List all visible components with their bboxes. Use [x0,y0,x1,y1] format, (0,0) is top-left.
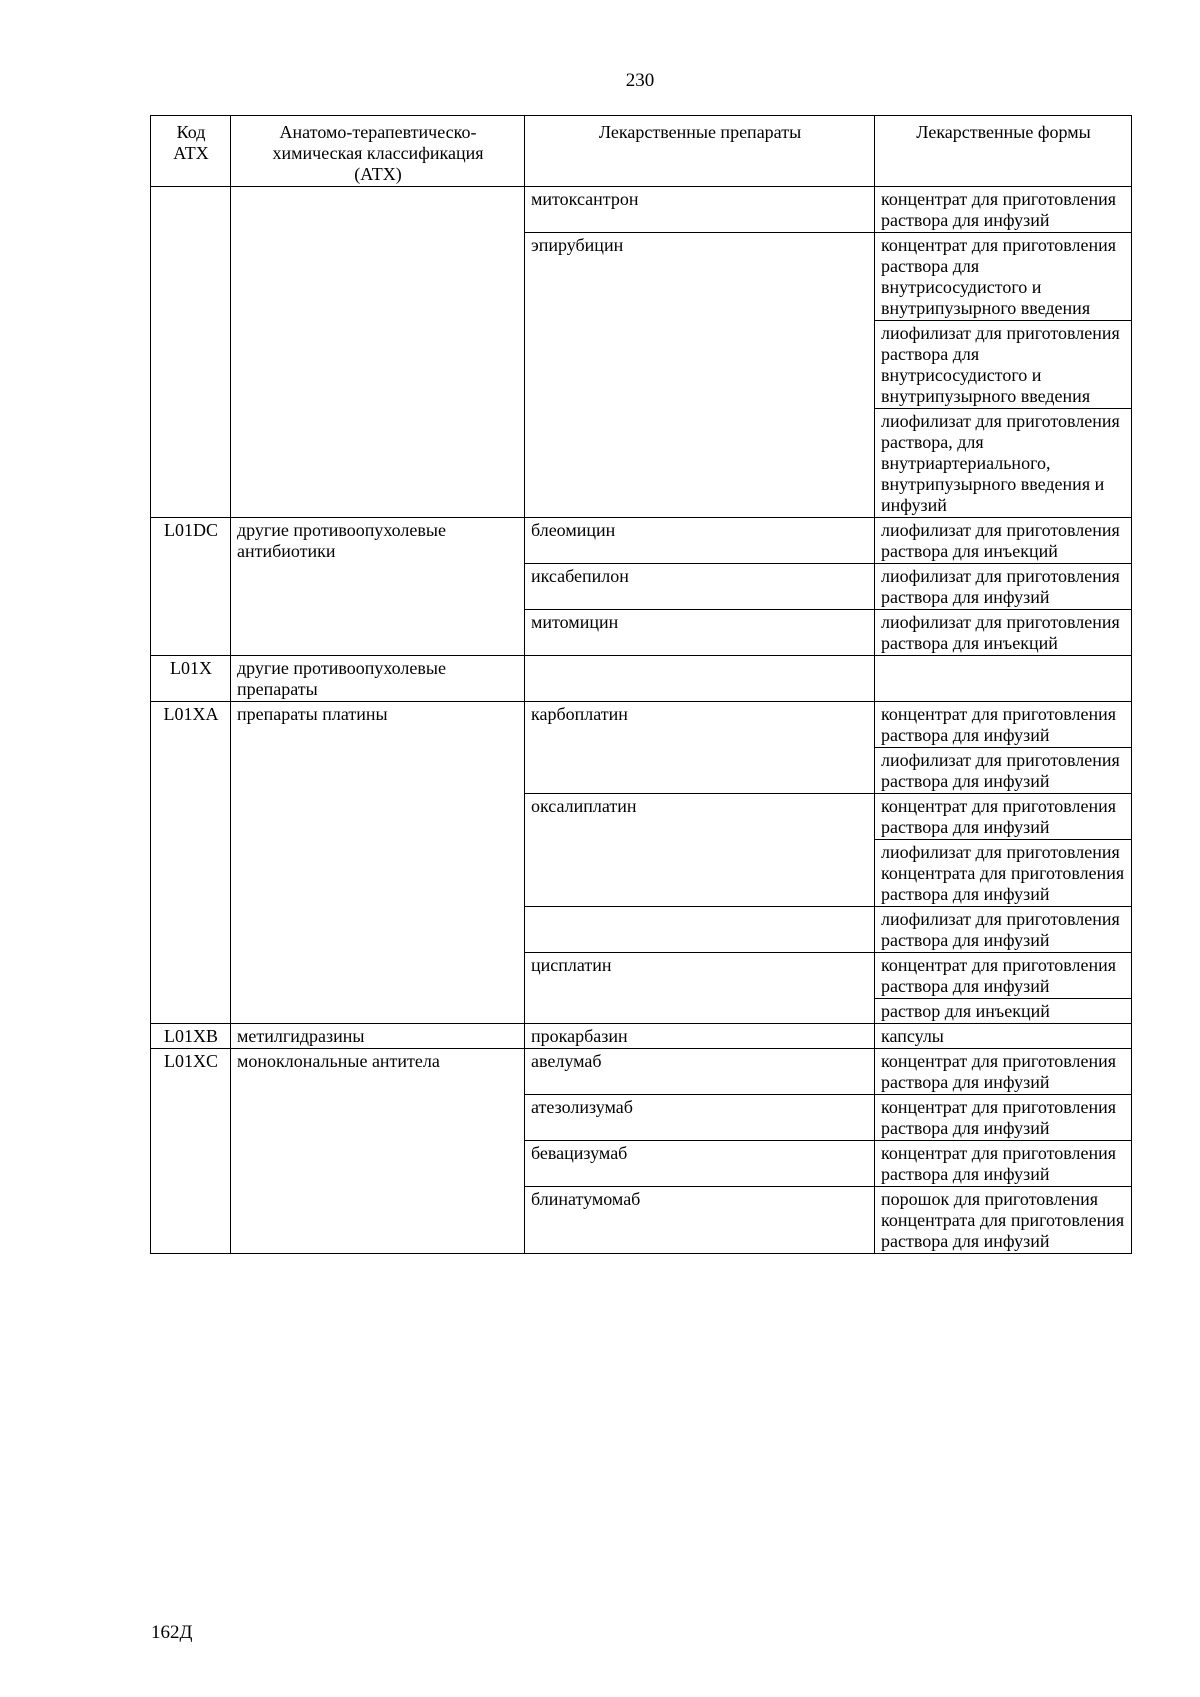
table-row [151,702,1132,748]
atx-code-cell [151,187,231,518]
atx-code-cell: L01XB [151,1024,231,1049]
dosage-form-cell: лиофилизат для приготовления раствора, для внутриартериального, внутрипузырного введения и инфузий [875,409,1132,518]
classification-cell: моноклональные антитела [231,1049,525,1254]
dosage-form-cell: капсулы [875,1024,1132,1049]
drug-cell: митоксантрон [525,187,875,233]
header-forms: Лекарственные формы [875,116,1132,187]
dosage-form-cell: порошок для приготовления концентрата для приготовления раствора для инфузий [875,1187,1132,1254]
dosage-form-cell: концентрат для приготовления раствора для инфузий [875,187,1132,233]
atx-code-cell: L01X [151,656,231,702]
drug-cell: оксалиплатин [525,794,875,907]
header-classification: Анатомо-терапевтическо- химическая классификация (АТХ) [231,116,525,187]
header-drugs: Лекарственные препараты [525,116,875,187]
atx-code-cell: L01XA [151,702,231,1024]
atx-code-cell: L01DC [151,518,231,656]
header-code: Код АТХ [151,116,231,187]
dosage-form-cell: концентрат для приготовления раствора для внутрисосудистого и внутрипузырного введения [875,233,1132,321]
table-body [151,187,1132,1254]
drug-cell: иксабепилон [525,564,875,610]
drug-cell: прокарбазин [525,1024,875,1049]
drug-cell: бевацизумаб [525,1141,875,1187]
table-row [151,187,1132,233]
dosage-form-cell: лиофилизат для приготовления раствора для инфузий [875,564,1132,610]
dosage-form-cell: концентрат для приготовления раствора для инфузий [875,702,1132,748]
header-row [151,116,1132,187]
classification-cell [231,187,525,518]
table-row [151,1024,1132,1049]
drug-cell: атезолизумаб [525,1095,875,1141]
classification-cell: другие противоопухолевые препараты [231,656,525,702]
drug-cell: эпирубицин [525,233,875,518]
drug-cell: митомицин [525,610,875,656]
table-row [151,518,1132,564]
table-header [151,116,1132,187]
drug-cell: цисплатин [525,953,875,1024]
drug-cell [525,656,875,702]
dosage-form-cell: лиофилизат для приготовления концентрата для приготовления раствора для инфузий [875,840,1132,907]
dosage-form-cell: концентрат для приготовления раствора для инфузий [875,1049,1132,1095]
drug-cell: блинатумомаб [525,1187,875,1254]
atx-code-cell: L01XC [151,1049,231,1254]
table-row [151,1049,1132,1095]
dosage-form-cell: лиофилизат для приготовления раствора для внутрисосудистого и внутрипузырного введения [875,321,1132,409]
dosage-form-cell: лиофилизат для приготовления раствора для инфузий [875,907,1132,953]
drug-cell: авелумаб [525,1049,875,1095]
classification-cell: препараты платины [231,702,525,1024]
dosage-form-cell: концентрат для приготовления раствора для инфузий [875,794,1132,840]
classification-cell: другие противоопухолевые антибиотики [231,518,525,656]
dosage-form-cell: лиофилизат для приготовления раствора для инъекций [875,610,1132,656]
page-number: 230 [625,70,655,91]
classification-cell: метилгидразины [231,1024,525,1049]
dosage-form-cell: концентрат для приготовления раствора для инфузий [875,1141,1132,1187]
table-row [151,656,1132,702]
footer-document-code: 162Д [151,1622,193,1643]
dosage-form-cell: концентрат для приготовления раствора для инфузий [875,1095,1132,1141]
drug-cell: карбоплатин [525,702,875,794]
dosage-form-cell [875,656,1132,702]
dosage-form-cell: лиофилизат для приготовления раствора для инъекций [875,518,1132,564]
atx-table [150,115,1132,1254]
dosage-form-cell: раствор для инъекций [875,999,1132,1024]
dosage-form-cell: концентрат для приготовления раствора для инфузий [875,953,1132,999]
drug-cell [525,907,875,953]
dosage-form-cell: лиофилизат для приготовления раствора для инфузий [875,748,1132,794]
drug-cell: блеомицин [525,518,875,564]
